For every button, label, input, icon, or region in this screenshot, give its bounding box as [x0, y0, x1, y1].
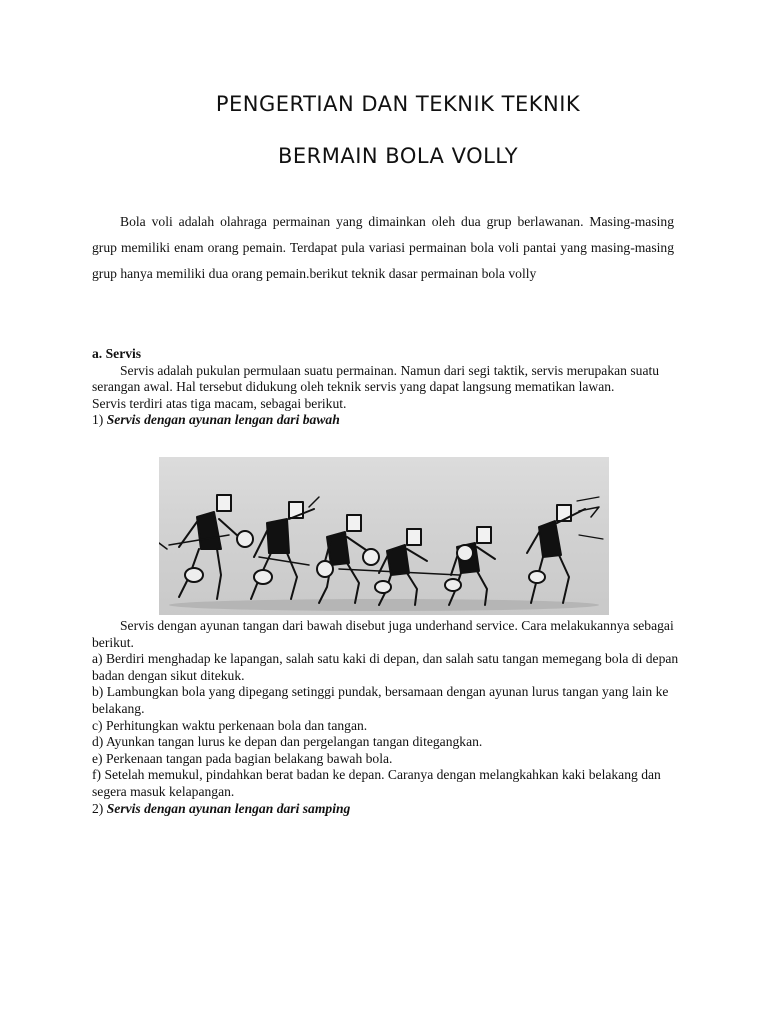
- underhand-serve-steps: [92, 618, 692, 817]
- servis-type-1-title: Servis dengan ayunan lengan dari bawah: [106, 412, 340, 428]
- servis-types-intro: Servis terdiri atas tiga macam, sebagai berikut.: [92, 395, 347, 411]
- servis-paragraph: [92, 363, 692, 396]
- step-item: d) Ayunkan tangan lurus ke depan dan pergelangan tangan ditegangkan.: [92, 734, 483, 750]
- intro-text: Bola voli adalah olahraga permainan yang dimainkan oleh dua grup berlawanan. Masing-masing grup memiliki enam orang pemain. Terdapat pula variasi permainan bola voli pantai yang masing-masing grup hanya memiliki dua orang pemain.berikut teknik dasar permainan bola volly: [92, 214, 674, 281]
- document-title-line-1: PENGERTIAN DAN TEKNIK TEKNIK: [215, 92, 581, 116]
- step-item: e) Perkenaan tangan pada bagian belakang bawah bola.: [92, 750, 393, 766]
- servis-paragraph-text: Servis adalah pukulan permulaan suatu permainan. Namun dari segi taktik, servis merupakan suatu serangan awal. Hal tersebut didukung oleh teknik servis yang dapat langsung mematikan lawan.: [92, 362, 660, 395]
- servis-type-1-heading: [92, 412, 692, 429]
- servis-type-2-title: Servis dengan ayunan lengan dari samping: [106, 800, 351, 816]
- document-title-line-2: BERMAIN BOLA VOLLY: [277, 144, 519, 168]
- servis-type-2-heading: [92, 801, 692, 818]
- underhand-intro-text: Servis dengan ayunan tangan dari bawah disebut juga underhand service. Cara melakukannya sebagai berikut.: [92, 618, 674, 650]
- illustration-svg: [159, 457, 609, 615]
- servis-type-2-number: 2): [92, 800, 104, 816]
- step-item: a) Berdiri menghadap ke lapangan, salah satu kaki di depan, dan salah satu tangan memegang bola di depan badan dengan sikut ditekuk.: [92, 651, 679, 683]
- servis-heading: a. Servis: [92, 346, 142, 361]
- servis-section: [92, 346, 692, 429]
- intro-paragraph: [92, 209, 674, 287]
- step-item: f) Setelah memukul, pindahkan berat badan ke depan. Caranya dengan melangkahkan kaki belakang dan segera masuk kelapangan.: [92, 767, 661, 799]
- underhand-serve-sequence-illustration: [159, 457, 609, 615]
- underhand-intro: [92, 618, 692, 651]
- step-item: b) Lambungkan bola yang dipegang setinggi pundak, bersamaan dengan ayunan lurus tangan yang lain ke belakang.: [92, 684, 669, 716]
- servis-type-1-number: 1): [92, 412, 104, 428]
- step-item: c) Perhitungkan waktu perkenaan bola dan tangan.: [92, 717, 368, 733]
